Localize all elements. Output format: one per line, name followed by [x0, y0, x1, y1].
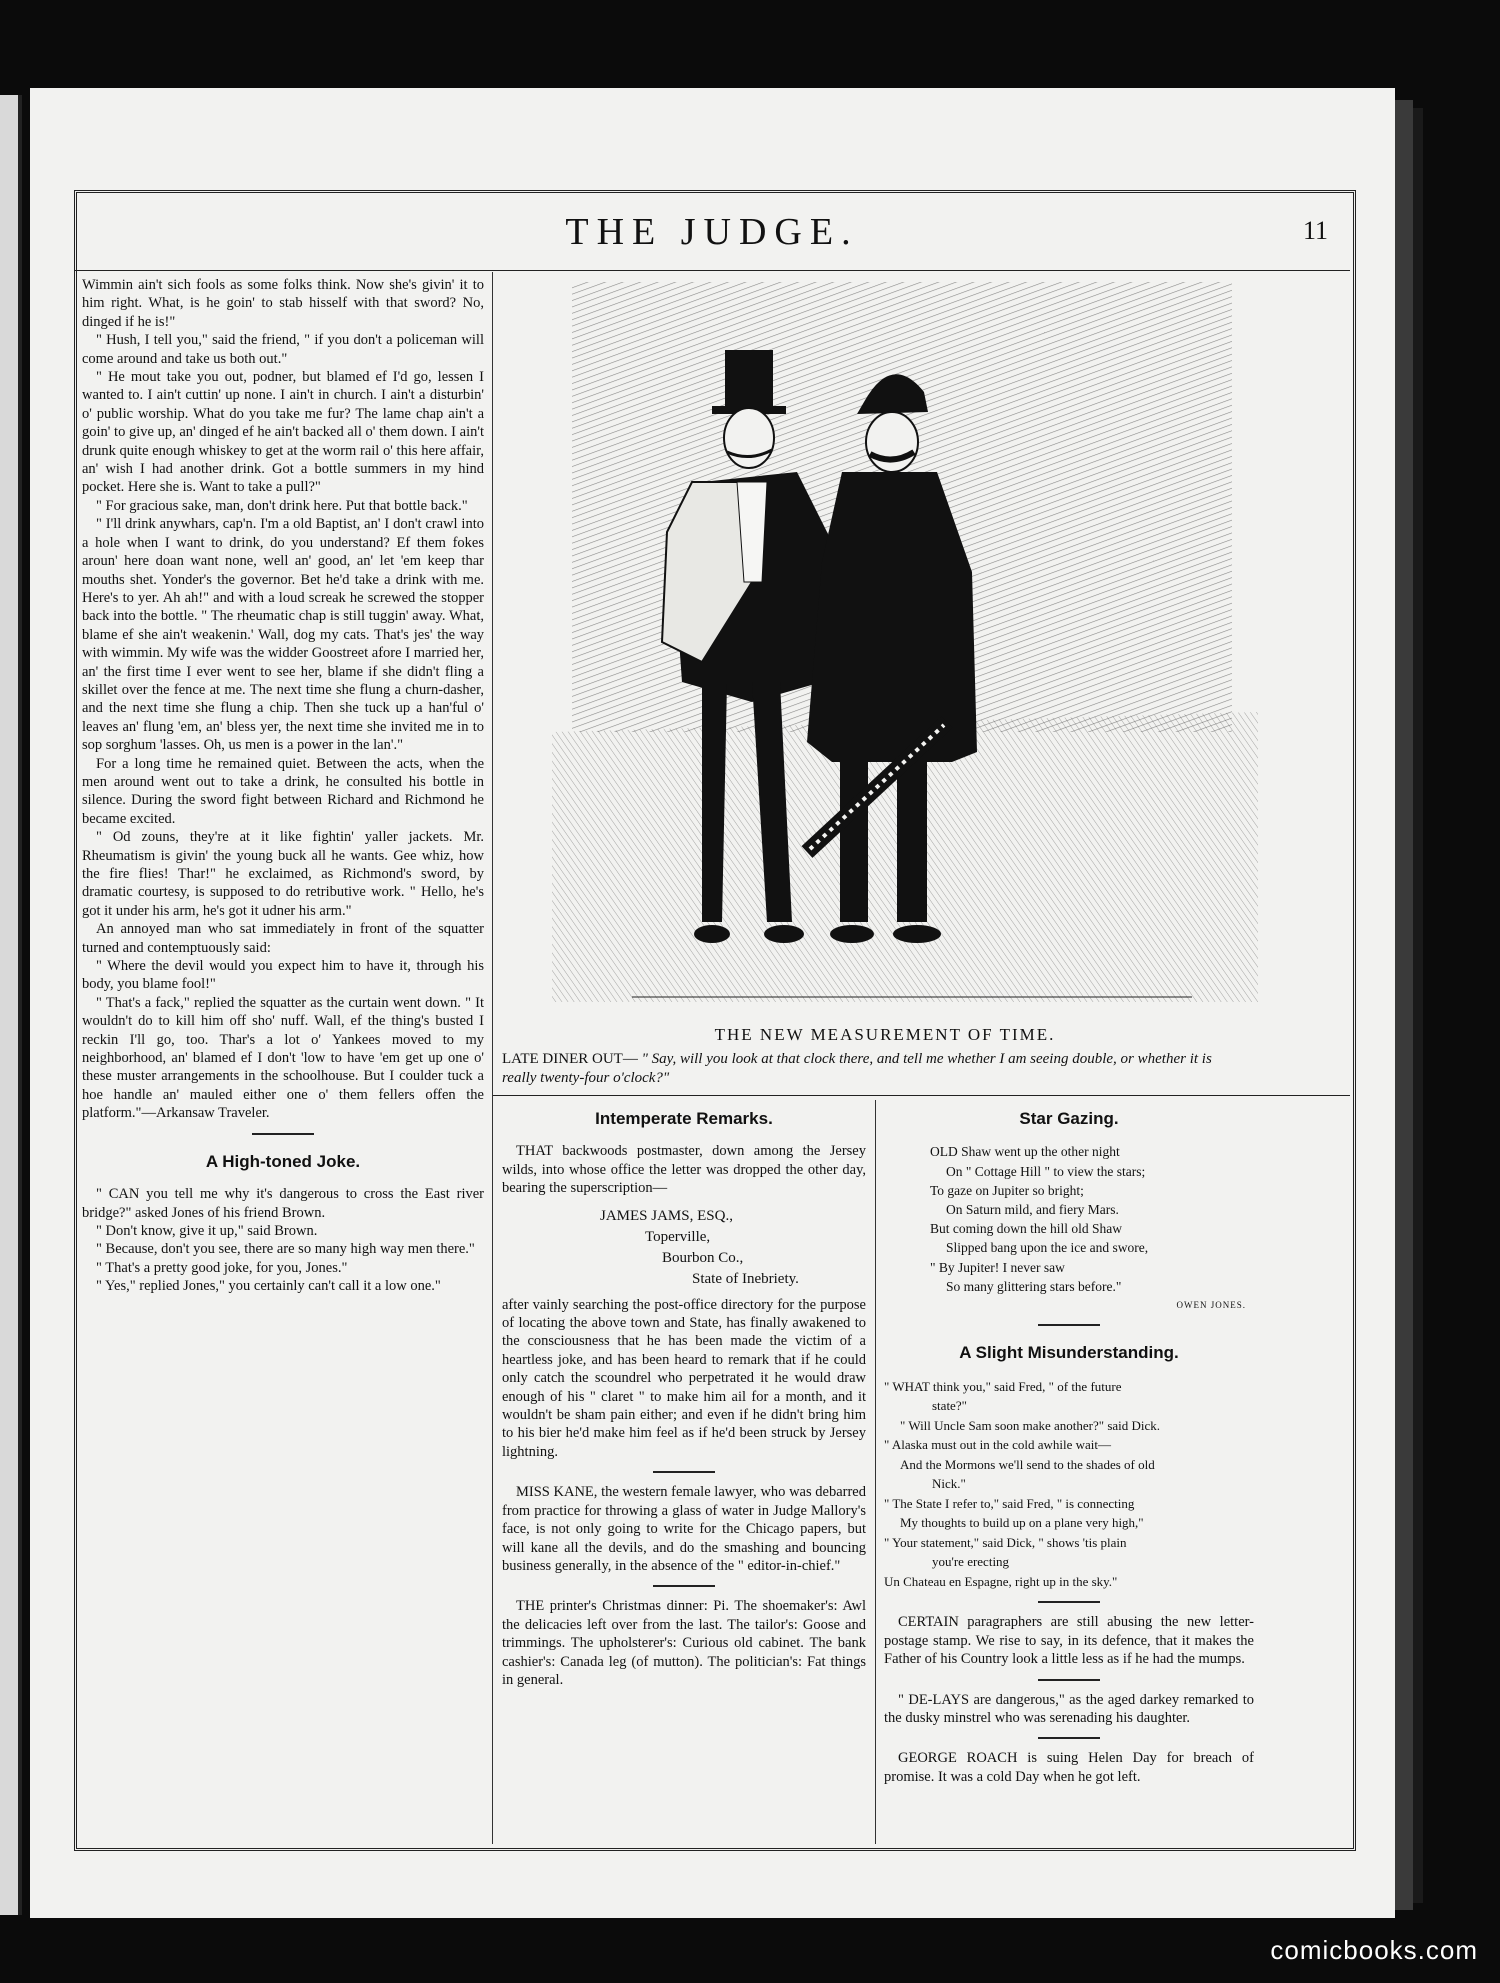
caption-quote: " Say, will you look at that clock there, and tell me whether I am seeing double, or whether it is really twenty-four o'clock?": [502, 1051, 1212, 1086]
section-separator: [1038, 1324, 1100, 1326]
column-1: [82, 276, 484, 1296]
intemperate-body: after vainly searching the post-office directory for the purpose of locating the above town and State, has finally awakened to the consciousness that he has been made the victim of a heartless joke, and has been heard to remark that if he could only catch the scoundrel who perpetrated it he would draw enough of his " claret " to make him ail for a month, and it wouldn't be sham pain either; and even if he didn't bring him to his bier he'd make him feel as if he'd been struck by Jersey lightning.: [502, 1296, 866, 1460]
star-gazing-heading: Star Gazing.: [1019, 1109, 1119, 1128]
address-line: Bourbon Co.,: [662, 1249, 744, 1266]
poem-line: OLD Shaw went up the other night: [930, 1144, 1120, 1160]
address-line: Toperville,: [645, 1228, 711, 1245]
section-separator: [1038, 1737, 1100, 1739]
story-paragraph: " That's a fack," replied the squatter as the curtain went down. " It wouldn't do to kill him off sho' nuff. Wall, ef the thing's busted I reckin I'll go, too. Thar's a lot o' Yankees moved to my neighborhood, an' blamed ef I don't 'low to have 'em get up one o' these muster arrangements in the schoolhouse. But I coulder tuck a hoe handle an' mauled either one o' them fellers offen the platform."—Arkansaw Traveler.: [82, 994, 484, 1122]
masthead-rule: [74, 270, 1350, 271]
story-paragraph: An annoyed man who sat immediately in front of the squatter turned and contemptuously said:: [82, 921, 484, 956]
story-paragraph: " I'll drink anywhars, cap'n. I'm a old Baptist, an' I don't crawl into a hole when I want to drink, do you understand? Ef them fokes aroun' here doan want none, well an' good, an' let 'em keep thar mouths shet. Yonder's the governor. Bet he'd take a drink with me. Here's to yer. Ah ah!" and with a loud screak he screwed the stopper back into the bottle. " The rheumatic chap is still tuggin' away. What, blame ef she ain't weakenin.' Wall, dog my cats. That's jes' the way with wimmin. My wife was the widder Goostreet afore I married her, an' the first time I ever went to see her, blame if she didn't fling a skillet over the fence at me. The next time she flung a churn-dasher, and the next time she flung a chip. Then she tuck up a han'ful o' leaves an' flung 'em, an' bless yer, the next time she invited me in to sop sorghum 'lasses. Oh, us men is a power in the lan'.": [82, 516, 484, 754]
story-paragraph: " He mout take you out, podner, but blamed ef I'd go, lessen I wanted to. I ain't cuttin' up none. I ain't in church. I ain't a disturbin' o' public worship. What do you take me fur? The lame chap ain't a goin' to give up, an' dinged ef he ain't backed all o' them down. I ain't drunk quite enough whiskey to get at the worm rail o' this here affair, an' wish I had another drink. Got a bottle summers in my hind pocket. Here she is. Want to take a pull?": [82, 369, 484, 496]
story-paragraph: " Hush, I tell you," said the friend, " if you don't a policeman will come around and take us both out.": [82, 332, 484, 367]
site-watermark: comicbooks.com: [1270, 1935, 1478, 1965]
story-paragraph: For a long time he remained quiet. Between the acts, when the men around went out to take a drink, he consulted his bottle in silence. During the sword fight between Richard and Richmond he became excited.: [82, 755, 484, 827]
section-separator: [653, 1585, 715, 1587]
joke-paragraph: " Yes," replied Jones," you certainly can't call it a low one.": [96, 1278, 441, 1295]
joke-heading: A High-toned Joke.: [205, 1151, 361, 1171]
caption-speaker: LATE DINER OUT—: [502, 1051, 638, 1067]
page-title: THE JUDGE.: [565, 211, 859, 253]
stamp-paragraph: CERTAIN paragraphers are still abusing the new letter-postage stamp. We rise to say, in its defence, that it makes the Father of his Country look a little less as if he had the mumps.: [884, 1614, 1254, 1668]
intemperate-heading: Intemperate Remarks.: [595, 1109, 773, 1128]
joke-paragraph: " Because, don't you see, there are so many high way men there.": [96, 1241, 475, 1258]
poem-line: Un Chateau en Espagne, right up in the sky.": [884, 1573, 1118, 1589]
section-separator: [1038, 1601, 1100, 1603]
story-paragraph: " Od zouns, they're at it like fightin' yaller jackets. Mr. Rheumatism is givin' the young buck all he wants. Gee whiz, how the fire flies! Thar!" he exclaimed, as Richmond's sword, by dramatic courtesy, is supposed to do retributive work. " Hello, he's got it under his arm, he's got it udner his arm.": [82, 829, 484, 919]
poem-line: you're erecting: [932, 1554, 1010, 1570]
poem-line: On Saturn mild, and fiery Mars.: [946, 1202, 1119, 1218]
section-separator: [252, 1133, 314, 1135]
column-divider-left: [492, 272, 493, 1844]
joke-paragraph: " That's a pretty good joke, for you, Jones.": [96, 1259, 348, 1276]
book-spine-shadow: [1413, 108, 1423, 1903]
engraving-drawing: [552, 282, 1258, 1012]
poem-line: Slipped bang upon the ice and swore,: [946, 1240, 1149, 1256]
address-block: [502, 1206, 866, 1290]
misunderstanding-poem: [884, 1377, 1254, 1592]
printer-paragraph: THE printer's Christmas dinner: Pi. The shoemaker's: Awl the delicacies left over from the last. The tailor's: Goose and trimmings. The upholsterer's: Curious old cabinet. The bank cashier's: Canada leg (of mutton). The politician's: Fat things in general.: [502, 1598, 866, 1688]
column-2: [502, 1100, 866, 1689]
poem-credit: OWEN JONES.: [1176, 1300, 1246, 1311]
poem-line: On " Cottage Hill " to view the stars;: [946, 1163, 1146, 1179]
poem-line: But coming down the hill old Shaw: [930, 1221, 1122, 1237]
poem-line: " WHAT think you," said Fred, " of the future: [884, 1378, 1122, 1394]
intemperate-intro: THAT backwoods postmaster, down among the Jersey wilds, into whose office the letter was dropped the other day, bearing the superscription—: [502, 1143, 866, 1197]
joke-paragraph: " Don't know, give it up," said Brown.: [96, 1222, 318, 1239]
book-spine: [1395, 100, 1413, 1910]
poem-line: So many glittering stars before.": [946, 1278, 1122, 1294]
poem-line: My thoughts to build up on a plane very high,": [900, 1515, 1144, 1531]
address-line: State of Inebriety.: [692, 1270, 799, 1287]
illustration-caption: [502, 1050, 1247, 1088]
roach-paragraph: GEORGE ROACH is suing Helen Day for breach of promise. It was a cold Day when he got left.: [884, 1750, 1254, 1785]
poem-line: To gaze on Jupiter so bright;: [930, 1182, 1084, 1198]
delays-paragraph: " DE-LAYS are dangerous," as the aged darkey remarked to the dusky minstrel who was serenading his daughter.: [884, 1691, 1254, 1726]
caption-rule: [493, 1095, 1350, 1096]
poem-line: " Alaska must out in the cold awhile wait—: [884, 1437, 1111, 1453]
section-separator: [1038, 1679, 1100, 1681]
joke-paragraph: " CAN you tell me why it's dangerous to cross the East river bridge?" asked Jones of his friend Brown.: [82, 1186, 484, 1221]
misunderstanding-heading: A Slight Misunderstanding.: [959, 1343, 1179, 1363]
column-divider-right: [875, 1100, 876, 1844]
address-line: JAMES JAMS, ESQ.,: [600, 1207, 733, 1224]
poem-line: " By Jupiter! I never saw: [930, 1259, 1065, 1275]
page-number: 11: [1302, 216, 1328, 245]
masthead: [74, 210, 1350, 260]
column-3: [884, 1100, 1254, 1786]
kane-paragraph: MISS KANE, the western female lawyer, who was debarred from practice for throwing a glass of water in Judge Mallory's face, is not only going to write for the Chicago papers, but will kane all the devils, and do the smashing and bouncing business generally, in the absence of the " editor-in-chief.": [502, 1484, 866, 1574]
poem-line: " Will Uncle Sam soon make another?" said Dick.: [900, 1417, 1161, 1433]
story-paragraph: " Where the devil would you expect him to have it, through his body, you blame fool!": [82, 958, 484, 993]
poem-line: Nick.": [932, 1476, 966, 1492]
poem-line: state?": [932, 1398, 967, 1414]
story-paragraph: Wimmin ain't sich fools as some folks think. Now she's givin' it to him right. What, is he goin' to stab hisself with that sword? No, dinged if he is!": [82, 277, 484, 330]
story-paragraph: " For gracious sake, man, don't drink here. Put that bottle back.": [96, 497, 468, 514]
scan-edge-left: [0, 95, 22, 1915]
section-separator: [653, 1471, 715, 1473]
star-gazing-poem: [884, 1142, 1254, 1296]
engraving-illustration: [552, 282, 1258, 1012]
poem-line: " Your statement," said Dick, " shows 'tis plain: [884, 1534, 1127, 1550]
poem-line: And the Mormons we'll send to the shades of old: [900, 1456, 1155, 1472]
illustration-title: THE NEW MEASUREMENT OF TIME.: [714, 1025, 1056, 1044]
poem-line: " The State I refer to," said Fred, " is connecting: [884, 1495, 1135, 1511]
